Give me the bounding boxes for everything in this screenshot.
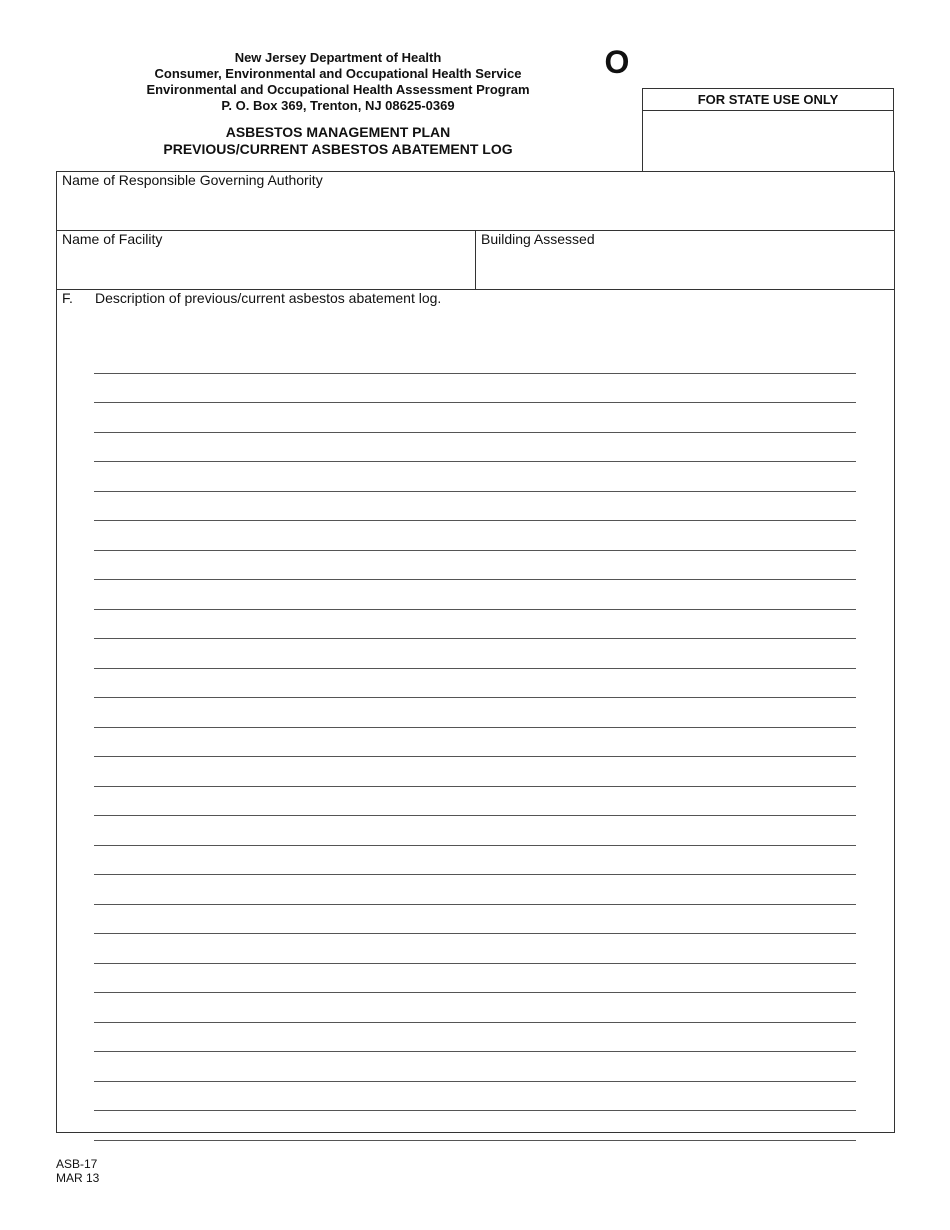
- log-entry-line[interactable]: [94, 669, 856, 699]
- log-entry-line[interactable]: [94, 993, 856, 1023]
- log-entry-line[interactable]: [94, 639, 856, 669]
- agency-address: P. O. Box 369, Trenton, NJ 08625-0369: [221, 98, 455, 113]
- log-entry-line[interactable]: [94, 757, 856, 787]
- log-entry-line[interactable]: [94, 964, 856, 994]
- building-assessed-input[interactable]: [481, 251, 886, 287]
- form-title-line2: PREVIOUS/CURRENT ASBESTOS ABATEMENT LOG: [163, 141, 513, 157]
- log-entry-line[interactable]: [94, 403, 856, 433]
- log-entry-line[interactable]: [94, 934, 856, 964]
- form-footer: [56, 1157, 99, 1185]
- log-entry-line[interactable]: [94, 728, 856, 758]
- log-entry-line[interactable]: [94, 462, 856, 492]
- agency-service: Consumer, Environmental and Occupational Health Service: [154, 66, 522, 81]
- log-entry-line[interactable]: [94, 905, 856, 935]
- log-entry-line[interactable]: [94, 433, 856, 463]
- log-entry-line[interactable]: [94, 816, 856, 846]
- abatement-log-lines[interactable]: [94, 344, 856, 1141]
- building-assessed-label: Building Assessed: [481, 231, 595, 247]
- form-number: ASB-17: [56, 1157, 98, 1171]
- log-entry-line[interactable]: [94, 787, 856, 817]
- form-title-line1: ASBESTOS MANAGEMENT PLAN: [225, 124, 451, 140]
- section-f-description: Description of previous/current asbestos abatement log.: [95, 290, 442, 306]
- section-f-letter: F.: [62, 290, 73, 306]
- log-entry-line[interactable]: [94, 698, 856, 728]
- facility-label: Name of Facility: [62, 231, 163, 247]
- form-revision: MAR 13: [56, 1171, 100, 1185]
- agency-header: [110, 50, 566, 114]
- state-use-box: [642, 88, 894, 172]
- log-entry-line[interactable]: [94, 610, 856, 640]
- log-entry-line[interactable]: [94, 374, 856, 404]
- log-entry-line[interactable]: [94, 846, 856, 876]
- log-entry-line[interactable]: [94, 1052, 856, 1082]
- log-entry-line[interactable]: [94, 521, 856, 551]
- log-entry-line[interactable]: [94, 1023, 856, 1053]
- form-title: [110, 124, 566, 158]
- agency-program: Environmental and Occupational Health Assessment Program: [146, 82, 530, 97]
- state-use-label: FOR STATE USE ONLY: [643, 89, 893, 111]
- log-entry-line[interactable]: [94, 551, 856, 581]
- log-entry-line[interactable]: [94, 580, 856, 610]
- governing-authority-label: Name of Responsible Governing Authority: [62, 172, 323, 188]
- facility-input[interactable]: [62, 251, 470, 287]
- log-entry-line[interactable]: [94, 492, 856, 522]
- form-code-letter: O: [604, 44, 630, 80]
- log-entry-line[interactable]: [94, 1111, 856, 1141]
- log-entry-line[interactable]: [94, 875, 856, 905]
- log-entry-line[interactable]: [94, 1082, 856, 1112]
- form-frame: [56, 171, 895, 1133]
- governing-authority-input[interactable]: [62, 192, 887, 228]
- agency-name: New Jersey Department of Health: [234, 50, 442, 65]
- column-divider: [475, 230, 476, 289]
- state-use-field: [643, 111, 893, 172]
- log-entry-line[interactable]: [94, 344, 856, 374]
